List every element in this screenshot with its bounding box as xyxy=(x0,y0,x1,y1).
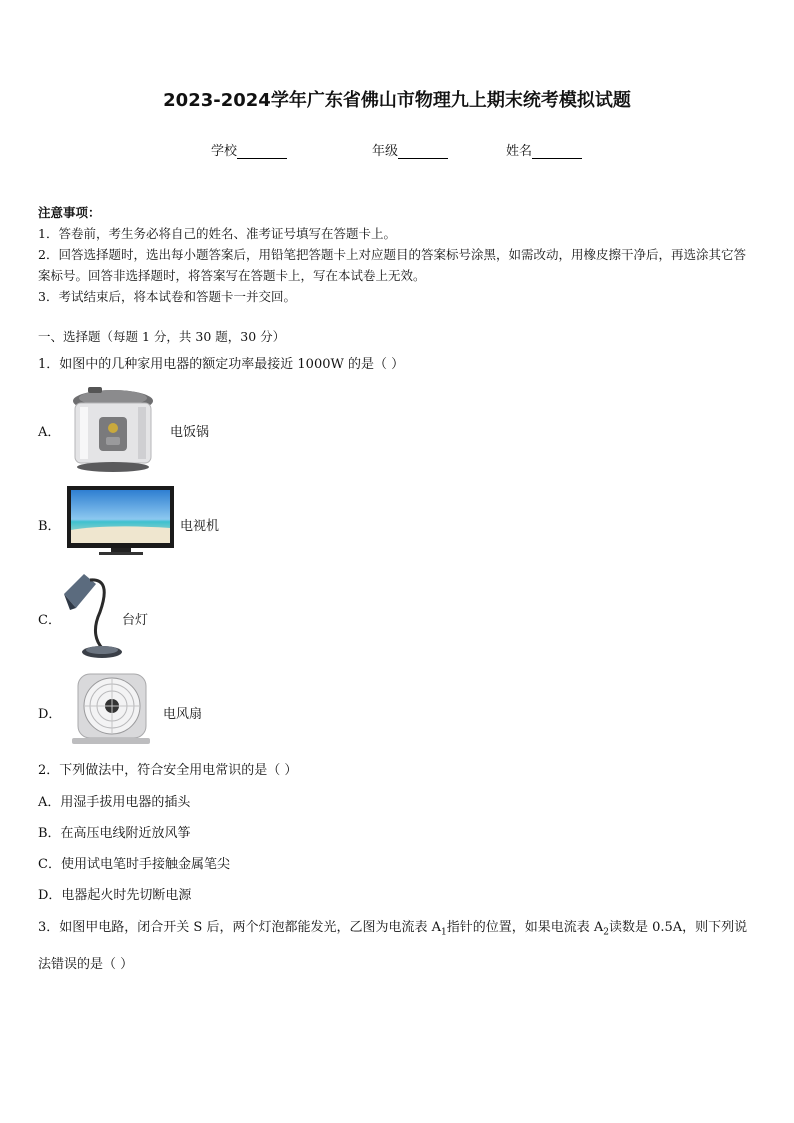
q2-option-d[interactable]: D．电器起火时先切断电源 xyxy=(38,888,192,903)
notice-item-1: 1．答卷前，考生务必将自己的姓名、准考证号填写在答题卡上。 xyxy=(38,226,396,241)
name-blank[interactable] xyxy=(532,144,582,159)
notice-heading: 注意事项： xyxy=(38,205,101,220)
notice-item-3: 3．考试结束后，将本试卷和答题卡一并交回。 xyxy=(38,289,296,304)
q1-option-b-label: 电视机 xyxy=(180,519,220,534)
q1-option-c-label: 台灯 xyxy=(122,613,149,628)
q3-text-part1: 3．如图甲电路，闭合开关 S 后，两个灯泡都能发光，乙图为电流表 A xyxy=(38,920,441,935)
q3-text-part3: 读数是 0.5A，则下列说法错误的是（ ） xyxy=(38,920,748,972)
television-icon xyxy=(67,486,174,557)
q1-option-d-label: 电风扇 xyxy=(163,707,203,722)
school-label: 学校 xyxy=(211,144,238,159)
q1-option-b-letter[interactable]: B． xyxy=(38,519,61,534)
q1-option-a-letter[interactable]: A． xyxy=(38,425,61,440)
electric-fan-icon xyxy=(68,670,152,750)
desk-lamp-icon xyxy=(60,572,124,660)
q3-text-part2: 指针的位置，如果电流表 A xyxy=(446,920,604,935)
name-field[interactable] xyxy=(506,140,582,159)
q3-sub-1: 1 xyxy=(440,927,447,938)
school-blank[interactable] xyxy=(237,144,287,159)
notice-block xyxy=(38,202,758,307)
q3-sub-2: 2 xyxy=(603,927,609,938)
school-field[interactable] xyxy=(211,140,287,159)
q1-option-d-letter[interactable]: D． xyxy=(38,707,62,722)
page-title: 2023-2024学年广东省佛山市物理九上期末统考模拟试题 xyxy=(163,90,631,111)
question-2-text: 2．下列做法中，符合安全用电常识的是（ ） xyxy=(38,763,298,778)
rice-cooker-icon xyxy=(70,385,156,475)
q1-option-c-letter[interactable]: C． xyxy=(38,613,61,628)
q2-option-c[interactable]: C．使用试电笔时手接触金属笔尖 xyxy=(38,857,230,872)
section-heading: 一、选择题（每题 1 分，共 30 题，30 分） xyxy=(38,329,286,344)
notice-item-2: 2．回答选择题时，选出每小题答案后，用铅笔把答题卡上对应题目的答案标号涂黑，如需改动，用橡皮擦干净后，再选涂其它答案标号。回答非选择题时，将答案写在答题卡上，写在本试卷上无效。 xyxy=(38,247,746,283)
q2-option-a[interactable]: A．用湿手拔用电器的插头 xyxy=(38,795,191,810)
grade-label: 年级 xyxy=(372,144,399,159)
question-3-text xyxy=(38,912,760,980)
grade-blank[interactable] xyxy=(398,144,448,159)
grade-field[interactable] xyxy=(372,140,448,159)
q1-option-a-label: 电饭锅 xyxy=(170,425,210,440)
q2-option-b[interactable]: B．在高压电线附近放风筝 xyxy=(38,826,191,841)
name-label: 姓名 xyxy=(506,144,533,159)
question-1-text: 1．如图中的几种家用电器的额定功率最接近 1000W 的是（ ） xyxy=(38,357,405,372)
